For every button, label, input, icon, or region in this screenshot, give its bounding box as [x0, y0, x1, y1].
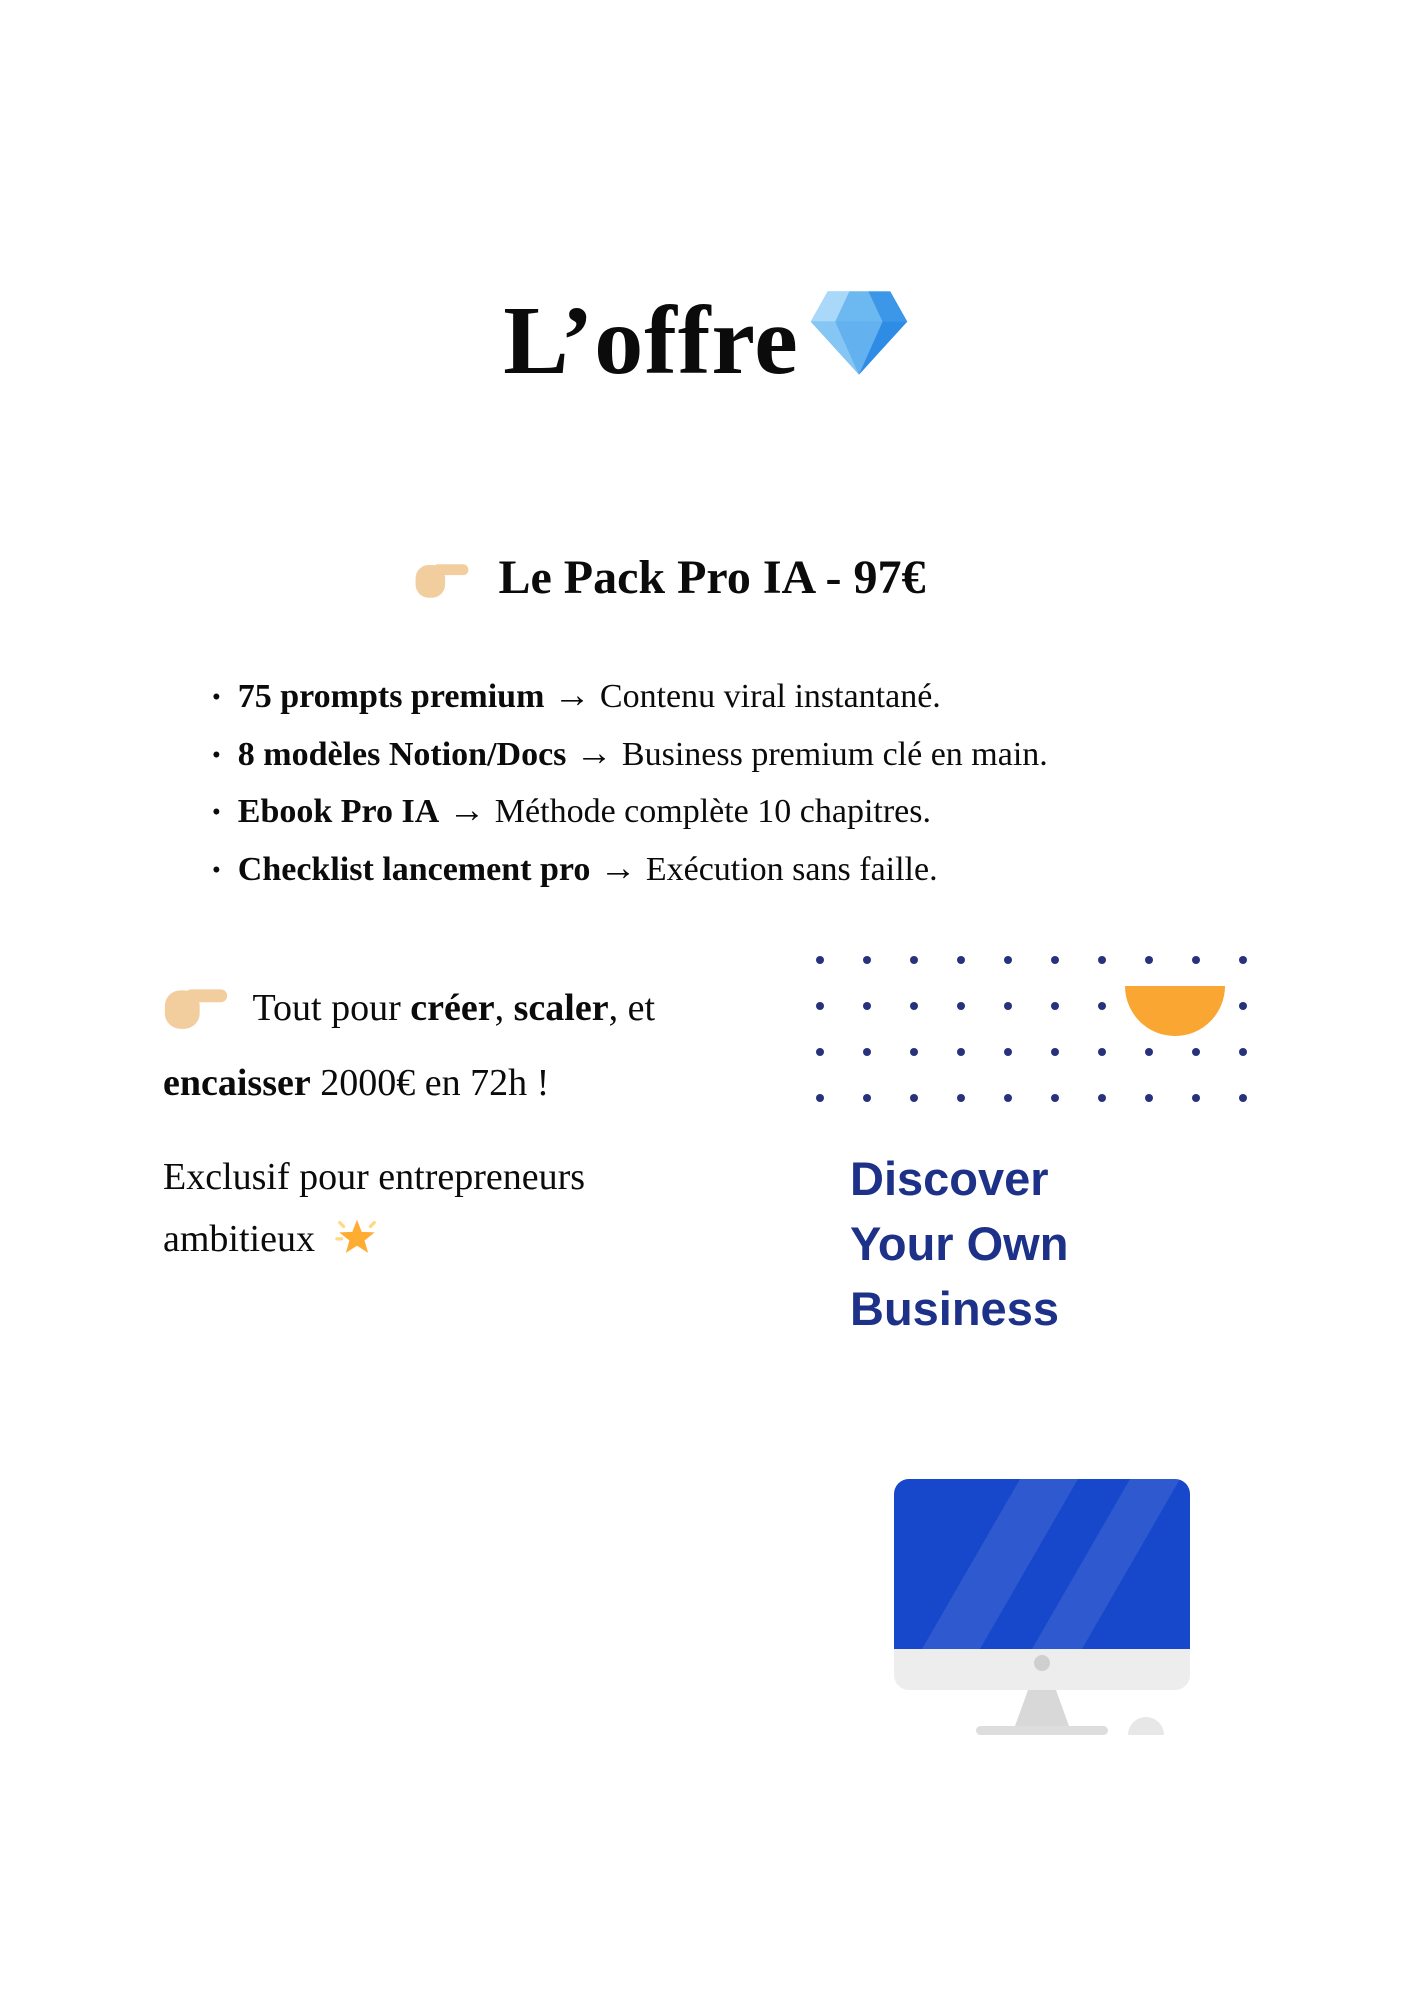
pattern-dot	[1051, 956, 1059, 964]
bullet-rest: Exécution sans faille.	[645, 850, 938, 888]
pattern-dot	[910, 1094, 918, 1102]
monitor-stand	[1015, 1690, 1069, 1726]
bullet-lead: Ebook Pro IA	[237, 793, 440, 830]
pattern-dot	[863, 1094, 871, 1102]
list-item	[212, 668, 1048, 726]
pack-benefits-list	[212, 668, 1048, 898]
pattern-dot	[910, 1048, 918, 1056]
pattern-dot	[1239, 1094, 1247, 1102]
pitch-segment: Tout pour	[252, 987, 411, 1029]
pattern-dot	[1192, 956, 1200, 964]
pattern-dot	[1051, 1048, 1059, 1056]
offer-heading	[0, 550, 1340, 612]
pitch-segment: scaler	[513, 987, 609, 1029]
pattern-dot	[1098, 1048, 1106, 1056]
bullet-lead: 8 modèles Notion/Docs	[237, 735, 567, 773]
pattern-dot	[1145, 1094, 1153, 1102]
bullet-marker: •	[212, 741, 221, 769]
pattern-dot	[957, 1002, 965, 1010]
bullet-marker: •	[212, 856, 221, 884]
bullet-rest: Business premium clé en main.	[621, 735, 1048, 773]
discover-heading-line: Business	[850, 1282, 1059, 1335]
bullet-marker: •	[212, 684, 221, 711]
pattern-dot	[816, 1002, 824, 1010]
list-item	[212, 841, 1048, 899]
discover-heading-line: Discover	[850, 1152, 1049, 1205]
offer-heading-text: Le Pack Pro IA - 97€	[498, 551, 926, 604]
discover-illustration	[812, 948, 1274, 1348]
pattern-dot	[816, 1048, 824, 1056]
pattern-dot	[1239, 1048, 1247, 1056]
pattern-dot	[1004, 956, 1012, 964]
pattern-dot	[957, 1094, 965, 1102]
pattern-dot	[863, 956, 871, 964]
page-title-text: L’offre	[503, 287, 799, 395]
pattern-dot	[1145, 956, 1153, 964]
pattern-dot	[1004, 1094, 1012, 1102]
pattern-dot	[1192, 1048, 1200, 1056]
pattern-dot	[1004, 1002, 1012, 1010]
list-item	[212, 783, 1048, 841]
list-item	[212, 726, 1048, 784]
bullet-lead: 75 prompts premium	[237, 678, 545, 715]
exclusive-text: Exclusif pour entrepreneurs ambitieux	[163, 1156, 586, 1260]
monitor-base	[976, 1726, 1108, 1735]
pitch-paragraph	[163, 976, 741, 1115]
pattern-dot	[910, 1002, 918, 1010]
pattern-dot	[1098, 1002, 1106, 1010]
pattern-dot	[1192, 1094, 1200, 1102]
pitch-segment: encaisser	[163, 1062, 311, 1104]
pitch-segment: 2000€ en 72h !	[310, 1062, 550, 1104]
exclusive-paragraph	[163, 1146, 723, 1279]
arrow-icon: →	[566, 732, 622, 774]
pattern-dot	[1145, 1048, 1153, 1056]
pattern-dot	[957, 956, 965, 964]
bullet-rest: Contenu viral instantané.	[599, 678, 941, 715]
pattern-dot	[1098, 1094, 1106, 1102]
pitch-segment: ,	[494, 987, 514, 1029]
pattern-dot	[863, 1048, 871, 1056]
arrow-icon: →	[439, 790, 495, 831]
pitch-segment: , et	[608, 987, 656, 1029]
mouse-icon	[1128, 1717, 1164, 1735]
bullet-marker: •	[212, 799, 221, 826]
pattern-dot	[863, 1002, 871, 1010]
pattern-dot	[1239, 956, 1247, 964]
diamond-icon	[807, 285, 911, 405]
point-right-icon	[414, 558, 482, 611]
pattern-dot	[910, 956, 918, 964]
pattern-dot	[1239, 1002, 1247, 1010]
arrow-icon: →	[544, 675, 600, 716]
bullet-lead: Checklist lancement pro	[237, 850, 591, 888]
page-title	[0, 285, 1414, 405]
pattern-dot	[957, 1048, 965, 1056]
pattern-dot	[1098, 956, 1106, 964]
pitch-segment: créer	[410, 987, 495, 1029]
point-right-icon	[163, 998, 239, 1040]
pattern-dot	[1051, 1002, 1059, 1010]
computer-monitor-illustration	[892, 1477, 1192, 1735]
pattern-dot	[816, 1094, 824, 1102]
discover-heading-line: Your Own	[850, 1217, 1069, 1270]
pattern-dot	[1004, 1048, 1012, 1056]
discover-heading	[850, 1146, 1068, 1341]
arrow-icon: →	[590, 847, 646, 889]
sun-icon	[1125, 986, 1225, 1036]
bullet-rest: Méthode complète 10 chapitres.	[494, 793, 931, 830]
pattern-dot	[1051, 1094, 1059, 1102]
glowing-star-icon	[334, 1227, 380, 1269]
pattern-dot	[816, 956, 824, 964]
